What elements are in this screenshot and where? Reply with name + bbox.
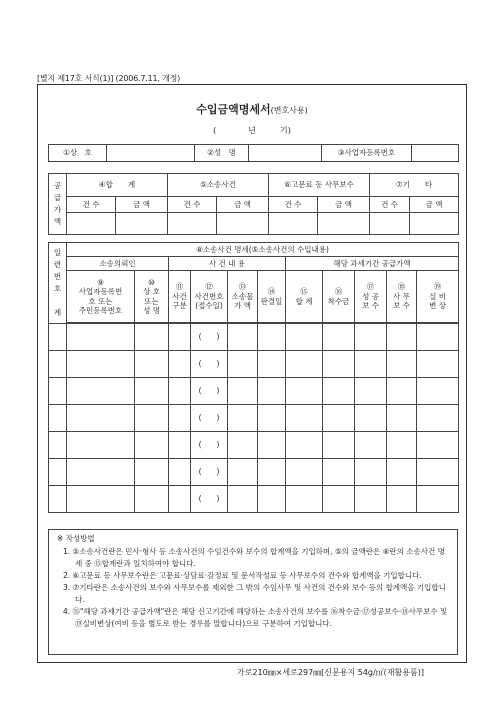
detail-cell[interactable] (258, 324, 286, 351)
summary-col-total: ④합 계 (67, 174, 168, 197)
detail-cell[interactable] (169, 324, 191, 351)
detail-cell[interactable] (286, 324, 323, 351)
table-row (49, 378, 459, 405)
detail-cell[interactable] (169, 432, 191, 459)
summary-sub-count: 건 수 (67, 197, 116, 213)
detail-cell[interactable] (169, 351, 191, 378)
business-regno-label: ③사업자등록번호 (322, 145, 412, 162)
case-number-date-cell[interactable]: ( ) (191, 432, 228, 459)
detail-cell[interactable] (135, 324, 169, 351)
detail-cell[interactable] (355, 459, 387, 486)
detail-cell[interactable] (228, 459, 258, 486)
detail-cell[interactable] (169, 459, 191, 486)
detail-cell[interactable] (135, 405, 169, 432)
summary-value-cell[interactable] (410, 213, 459, 235)
detail-col-header: ⑬ 소송물 가 액 (228, 271, 258, 323)
summary-sub-amount: 금 액 (410, 197, 459, 213)
summary-value-cell[interactable] (370, 213, 410, 235)
detail-cell[interactable] (355, 405, 387, 432)
detail-cell[interactable] (286, 486, 323, 513)
basic-info-table (48, 144, 459, 162)
representative-label: ②성 명 (195, 145, 249, 162)
detail-cell[interactable] (135, 378, 169, 405)
detail-cell[interactable] (323, 459, 355, 486)
detail-cell[interactable] (258, 405, 286, 432)
summary-col-other: ⑦기 타 (370, 174, 459, 197)
table-row (49, 324, 459, 351)
instruction-item: 4. ⑮"해당 과세기간 공급가액"란은 해당 신고기간에 해당하는 소송사건의 보수를 ⑯착수금·⑰성공보수·⑱사무보수 및 ⑲실비변상(여비 등을 별도로 받는 경우를 말합니다)으로 구분하여 기입합니다. (63, 607, 448, 628)
summary-value-cell[interactable] (318, 213, 370, 235)
detail-cell[interactable] (258, 459, 286, 486)
detail-cell[interactable] (49, 351, 67, 378)
writing-instructions (48, 529, 458, 655)
detail-cell[interactable] (323, 405, 355, 432)
detail-cell[interactable] (49, 486, 67, 513)
table-row (49, 351, 459, 378)
supply-value-side-label: 공 급 가 액 (49, 174, 67, 235)
detail-col-header: ⑲ 실 비 변 상 (417, 271, 459, 323)
litigation-detail-table (48, 242, 459, 513)
instruction-item: 2. ⑥고문료 등 사무보수란은 고문료·상담료·감정료 및 문서작성료 등 사무보수의 건수와 합계액을 기입합니다. (63, 571, 422, 580)
detail-cell[interactable] (323, 486, 355, 513)
detail-cell[interactable] (355, 351, 387, 378)
detail-cell[interactable] (135, 459, 169, 486)
detail-cell[interactable] (355, 432, 387, 459)
serial-number-side-label: 일 련 번 호 계 (49, 243, 67, 324)
detail-cell[interactable] (49, 405, 67, 432)
detail-cell[interactable] (417, 459, 459, 486)
detail-cell[interactable] (228, 378, 258, 405)
case-number-date-cell[interactable]: ( ) (191, 486, 228, 513)
detail-cell[interactable] (67, 432, 135, 459)
detail-col-header: ⑮ 합 계 (286, 271, 323, 323)
detail-col-header: ⑰ 성 공 보 수 (355, 271, 387, 323)
form-title (38, 101, 466, 117)
case-number-date-cell[interactable]: ( ) (191, 459, 228, 486)
detail-cell[interactable] (387, 351, 417, 378)
case-number-date-cell[interactable]: ( ) (191, 378, 228, 405)
case-number-date-cell[interactable]: ( ) (191, 405, 228, 432)
title-text: 수입금액명세서 (196, 103, 271, 116)
detail-col-header: ⑨ 사업자등록번 호 또는 주민등록번호 (67, 271, 135, 323)
summary-sub-count: 건 수 (168, 197, 217, 213)
detail-cell[interactable] (417, 324, 459, 351)
trade-name-field[interactable] (107, 145, 195, 162)
table-row (49, 459, 459, 486)
detail-cell[interactable] (417, 378, 459, 405)
detail-cell[interactable] (387, 405, 417, 432)
detail-cell[interactable] (135, 486, 169, 513)
detail-cell[interactable] (355, 378, 387, 405)
summary-value-cell[interactable] (168, 213, 217, 235)
detail-cell[interactable] (286, 432, 323, 459)
case-content-group-header: 사 건 내 용 (169, 257, 286, 271)
summary-sub-amount: 금 액 (116, 197, 168, 213)
form-number-header: [별지 제17호 서식(1)] (2006.7.11. 개정) (37, 74, 181, 83)
detail-col-header: ⑩ 상 호 또는 성 명 (135, 271, 169, 323)
paper-size-footer: 가로210㎜×세로297㎜[신문용지 54g/㎡(재활용품)] (237, 668, 424, 677)
detail-cell[interactable] (228, 405, 258, 432)
detail-cell[interactable] (258, 432, 286, 459)
detail-cell[interactable] (135, 351, 169, 378)
detail-cell[interactable] (67, 351, 135, 378)
summary-value-cell[interactable] (116, 213, 168, 235)
supply-value-summary-table (48, 173, 459, 235)
detail-cell[interactable] (258, 378, 286, 405)
instruction-item: 1. ⑤소송사건란은 민사·형사 등 소송사건의 수임건수와 보수의 합계액을 기입하며, ⑤의 금액란은 ⑧란의 소송사건 명세 중 ⑮합계란과 일치하여야 합니다. (63, 547, 445, 568)
detail-cell[interactable] (49, 378, 67, 405)
detail-cell[interactable] (67, 324, 135, 351)
detail-cell[interactable] (169, 405, 191, 432)
detail-top-header: ⑧소송사건 명세(⑤소송사건의 수입내용) (67, 243, 459, 257)
income-statement-form (37, 84, 467, 663)
detail-cell[interactable] (323, 324, 355, 351)
detail-cell[interactable] (387, 486, 417, 513)
detail-cell[interactable] (228, 432, 258, 459)
summary-col-litigation: ⑤소송사건 (168, 174, 269, 197)
summary-sub-count: 건 수 (269, 197, 318, 213)
period-supply-group-header: 해당 과세기간 공급가액 (286, 257, 459, 271)
title-subtitle: (변호사용) (270, 106, 308, 115)
detail-cell[interactable] (355, 324, 387, 351)
summary-value-cell[interactable] (67, 213, 116, 235)
detail-cell[interactable] (355, 486, 387, 513)
detail-col-header: ⑭ 판결일 (258, 271, 286, 323)
detail-cell[interactable] (49, 324, 67, 351)
detail-cell[interactable] (323, 432, 355, 459)
detail-cell[interactable] (286, 459, 323, 486)
year-period-line: ( 년 기) (213, 126, 291, 135)
detail-cell[interactable] (286, 405, 323, 432)
detail-cell[interactable] (258, 351, 286, 378)
detail-cell[interactable] (323, 351, 355, 378)
table-row (49, 405, 459, 432)
detail-cell[interactable] (417, 486, 459, 513)
detail-cell[interactable] (169, 378, 191, 405)
detail-cell[interactable] (417, 351, 459, 378)
detail-cell[interactable] (228, 324, 258, 351)
detail-cell[interactable] (228, 351, 258, 378)
detail-cell[interactable] (49, 432, 67, 459)
detail-cell[interactable] (387, 378, 417, 405)
representative-field[interactable] (249, 145, 322, 162)
detail-col-header: ⑫ 사건번호 (접수일) (191, 271, 228, 323)
case-number-date-cell[interactable]: ( ) (191, 351, 228, 378)
detail-col-header: ⑪ 사건 구분 (169, 271, 191, 323)
summary-col-advisory: ⑥고문료 등 사무보수 (269, 174, 370, 197)
detail-cell[interactable] (286, 378, 323, 405)
detail-cell[interactable] (286, 351, 323, 378)
trade-name-label: ①상 호 (49, 145, 107, 162)
detail-cell[interactable] (67, 459, 135, 486)
detail-col-header: ⑯ 착수금 (323, 271, 355, 323)
detail-cell[interactable] (387, 432, 417, 459)
table-row (49, 432, 459, 459)
summary-value-cell[interactable] (217, 213, 269, 235)
detail-cell[interactable] (228, 486, 258, 513)
detail-cell[interactable] (387, 459, 417, 486)
detail-cell[interactable] (417, 405, 459, 432)
client-group-header: 소송의뢰인 (67, 257, 169, 271)
detail-cell[interactable] (135, 432, 169, 459)
detail-cell[interactable] (387, 324, 417, 351)
case-number-date-cell[interactable]: ( ) (191, 324, 228, 351)
detail-col-header: ⑱ 사 무 보 수 (387, 271, 417, 323)
detail-cell[interactable] (67, 378, 135, 405)
detail-cell[interactable] (67, 486, 135, 513)
business-regno-field[interactable] (412, 145, 459, 162)
table-row (49, 486, 459, 513)
summary-sub-amount: 금 액 (217, 197, 269, 213)
instruction-item: 3. ⑦기타란은 소송사건의 보수와 사무보수를 제외한 그 밖의 수임사무 및 사건의 건수와 보수 등의 합계액을 기입합니다. (63, 583, 446, 604)
detail-cell[interactable] (417, 432, 459, 459)
detail-cell[interactable] (169, 486, 191, 513)
detail-cell[interactable] (49, 459, 67, 486)
detail-cell[interactable] (67, 405, 135, 432)
summary-sub-amount: 금 액 (318, 197, 370, 213)
summary-value-cell[interactable] (269, 213, 318, 235)
detail-cell[interactable] (323, 378, 355, 405)
summary-sub-count: 건 수 (370, 197, 410, 213)
detail-cell[interactable] (258, 486, 286, 513)
instructions-heading: ※ 작성방법 (57, 534, 95, 543)
